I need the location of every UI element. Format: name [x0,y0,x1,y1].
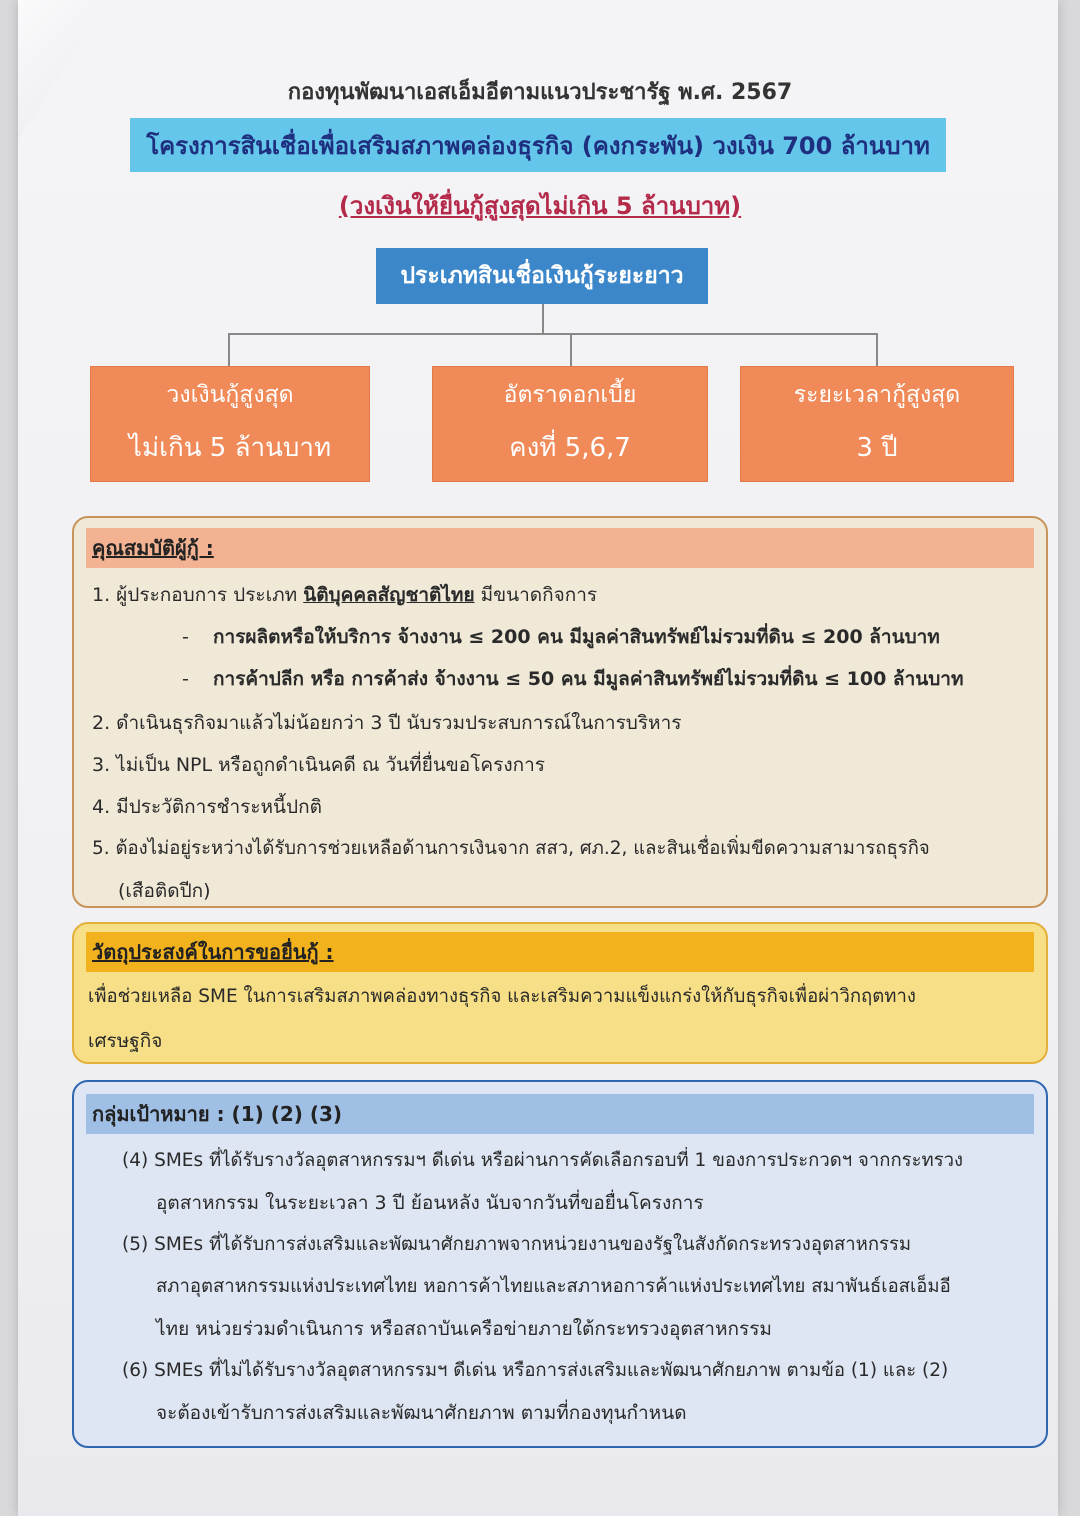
loan-term-value: 3 ปี [856,433,898,463]
qualification-sub-2: - การค้าปลีก หรือ การค้าส่ง จ้างงาน ≤ 50 คน มีมูลค่าสินทรัพย์ไม่รวมที่ดิน ≤ 100 ล้านบาท [182,668,964,690]
loan-type-box: ประเภทสินเชื่อเงินกู้ระยะยาว [376,248,708,304]
purpose-line-2: เศรษฐกิจ [88,1030,163,1052]
qualification-sub-1: - การผลิตหรือให้บริการ จ้างงาน ≤ 200 คน มีมูลค่าสินทรัพย์ไม่รวมที่ดิน ≤ 200 ล้านบาท [182,626,940,648]
interest-rate-value: คงที่ 5,6,7 [509,433,631,463]
connector-horizontal [228,333,878,335]
connector-vertical-main [542,304,544,334]
project-title: โครงการสินเชื่อเพื่อเสริมสภาพคล่องธุรกิจ (คงกระพัน) วงเงิน 700 ล้านบาท [130,118,946,172]
qualification-item-1: 1. ผู้ประกอบการ ประเภท นิติบุคคลสัญชาติไทย มีขนาดกิจการ [92,584,598,606]
fund-title: กองทุนพัฒนาเอสเอ็มอีตามแนวประชารัฐ พ.ศ. 2567 [287,80,793,105]
qualification-item-5-cont: (เสือติดปีก) [118,880,211,902]
target-group-panel [72,1080,1048,1448]
connector-middle [570,333,572,366]
interest-rate-title: อัตราดอกเบี้ย [503,382,637,408]
loan-term-title: ระยะเวลากู้สูงสุด [793,382,961,408]
qualification-item-4: 4. มีประวัติการชำระหนี้ปกติ [92,796,322,818]
target-4-line-1: (4) SMEs ที่ได้รับรางวัลอุตสาหกรรมฯ ดีเด่น หรือผ่านการคัดเลือกรอบที่ 1 ของการประกวดฯ จากกระทรวง [122,1150,964,1171]
target-4-line-2: อุตสาหกรรม ในระยะเวลา 3 ปี ย้อนหลัง นับจากวันที่ขอยื่นโครงการ [156,1192,704,1214]
connector-left [228,333,230,366]
connector-right [876,333,878,366]
target-5-line-2: สภาอุตสาหกรรมแห่งประเทศไทย หอการค้าไทยและสภาหอการค้าแห่งประเทศไทย สมาพันธ์เอสเอ็มอี [156,1276,951,1297]
target-6-line-2: จะต้องเข้ารับการส่งเสริมและพัฒนาศักยภาพ ตามที่กองทุนกำหนด [156,1402,687,1424]
target-5-line-1: (5) SMEs ที่ได้รับการส่งเสริมและพัฒนาศักยภาพจากหน่วยงานของรัฐในสังกัดกระทรวงอุตสาหกรรม [122,1234,912,1255]
qualifications-panel [72,516,1048,908]
interest-rate-box [432,366,708,482]
folded-corner [18,0,108,140]
loan-term-box [740,366,1014,482]
purpose-line-1: เพื่อช่วยเหลือ SME ในการเสริมสภาพคล่องทางธุรกิจ และเสริมความแข็งแกร่งให้กับธุรกิจเพื่อผ่าวิกฤตทาง [88,986,916,1007]
max-loan-value: ไม่เกิน 5 ล้านบาท [128,433,332,463]
loan-limit-note: (วงเงินให้ยื่นกู้สูงสุดไม่เกิน 5 ล้านบาท) [338,192,742,220]
target-5-line-3: ไทย หน่วยร่วมดำเนินการ หรือสถาบันเครือข่ายภายใต้กระทรวงอุตสาหกรรม [156,1318,772,1340]
max-loan-box [90,366,370,482]
max-loan-title: วงเงินกู้สูงสุด [166,382,294,408]
qualifications-header: คุณสมบัติผู้กู้ : [86,528,1034,568]
target-6-line-1: (6) SMEs ที่ไม่ได้รับรางวัลอุตสาหกรรมฯ ดีเด่น หรือการส่งเสริมและพัฒนาศักยภาพ ตามข้อ (1) และ (2) [122,1360,949,1381]
target-group-header: กลุ่มเป้าหมาย : (1) (2) (3) [86,1094,1034,1134]
qualification-item-2: 2. ดำเนินธุรกิจมาแล้วไม่น้อยกว่า 3 ปี นับรวมประสบการณ์ในการบริหาร [92,712,682,734]
qualification-item-5: 5. ต้องไม่อยู่ระหว่างได้รับการช่วยเหลือด้านการเงินจาก สสว, ศภ.2, และสินเชื่อเพิ่มขีดความสามารถธุรกิจ [92,838,930,859]
purpose-header: วัตถุประสงค์ในการขอยื่นกู้ : [86,932,1034,972]
purpose-panel [72,922,1048,1064]
qualification-item-3: 3. ไม่เป็น NPL หรือถูกดำเนินคดี ณ วันที่ยื่นขอโครงการ [92,754,545,776]
